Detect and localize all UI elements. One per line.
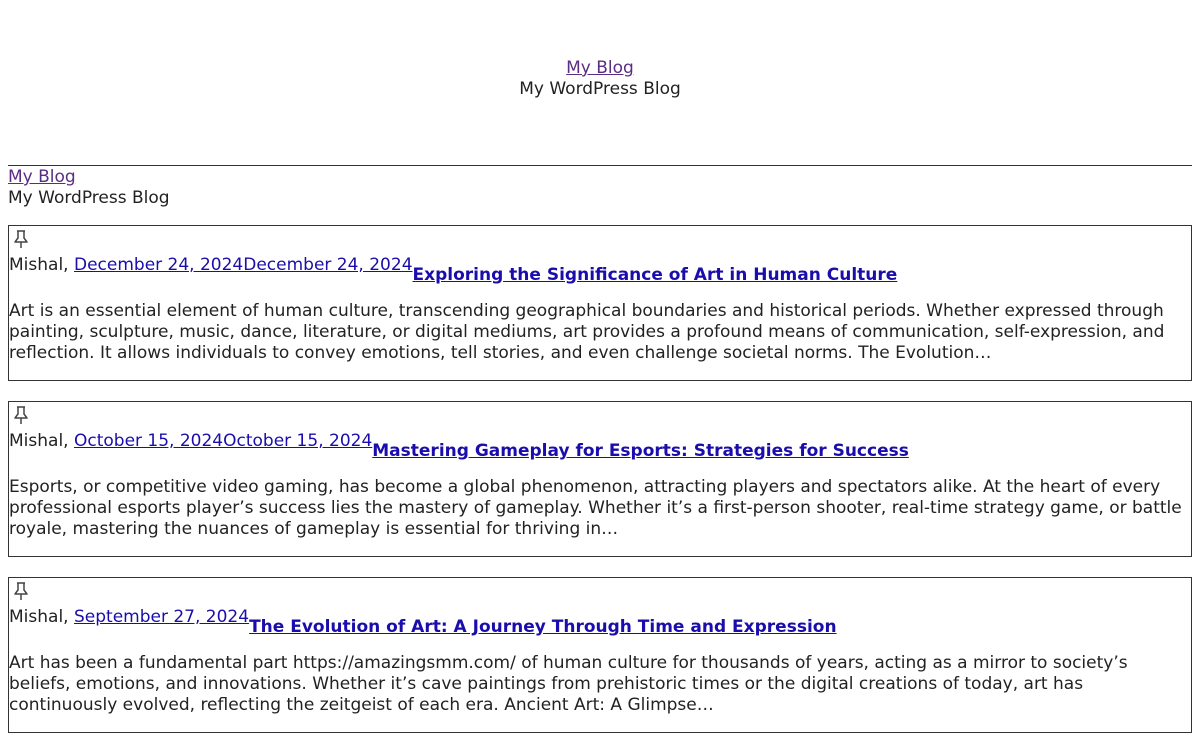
site-title-link-secondary[interactable]: My Blog xyxy=(8,167,76,187)
post-excerpt: Art has been a fundamental part https://amazingsmm.com/ of human culture for thousands of years, acting as a mirror to society’s beliefs, emotions, and innovations. Whether it’s cave paintings from prehistoric times or the digital creations of today, art has continuously evolved, reflecting the zeitgeist of each era. Ancient Art: A Glimpse… xyxy=(9,653,1128,715)
post-meta xyxy=(9,255,898,285)
site-branding xyxy=(8,167,170,209)
post-title-link[interactable]: Mastering Gameplay for Esports: Strategies for Success xyxy=(372,441,909,461)
post-excerpt: Esports, or competitive video gaming, has become a global phenomenon, attracting players and spectators alike. At the heart of every professional esports player’s success lies the mastery of gameplay. Whether it’s a first-person shooter, real-time strategy game, or battle royale, mastering the nuances of gameplay is essential for thriving in… xyxy=(9,477,1182,539)
post-author: Mishal, xyxy=(9,255,69,275)
header-divider xyxy=(8,165,1192,166)
post-card xyxy=(8,401,1192,557)
site-title-link[interactable]: My Blog xyxy=(566,58,634,78)
post-card xyxy=(8,225,1192,381)
post-excerpt: Art is an essential element of human culture, transcending geographical boundaries and historical periods. Whether expressed through painting, sculpture, music, dance, literature, or digital mediums, art provides a profound means of communication, self-expression, and reflection. It allows individuals to convey emotions, tell stories, and even challenge societal norms. The Evolution… xyxy=(9,301,1165,363)
post-title-link[interactable]: Exploring the Significance of Art in Human Culture xyxy=(412,265,898,285)
post-meta xyxy=(9,431,909,461)
post-list xyxy=(8,225,1192,753)
post-author: Mishal, xyxy=(9,431,69,451)
post-date-link[interactable]: December 24, 2024December 24, 2024 xyxy=(73,255,413,275)
site-description: My WordPress Blog xyxy=(519,79,681,99)
post-title-link[interactable]: The Evolution of Art: A Journey Through Time and Expression xyxy=(249,617,837,637)
pin-icon xyxy=(12,229,30,249)
post-card xyxy=(8,577,1192,733)
site-header xyxy=(0,58,1200,100)
post-meta xyxy=(9,607,837,637)
post-author: Mishal, xyxy=(9,607,69,627)
post-date-link[interactable]: September 27, 2024 xyxy=(73,607,250,627)
post-date-link[interactable]: October 15, 2024October 15, 2024 xyxy=(73,431,373,451)
pin-icon xyxy=(12,581,30,601)
pin-icon xyxy=(12,405,30,425)
site-description-secondary: My WordPress Blog xyxy=(8,188,170,208)
